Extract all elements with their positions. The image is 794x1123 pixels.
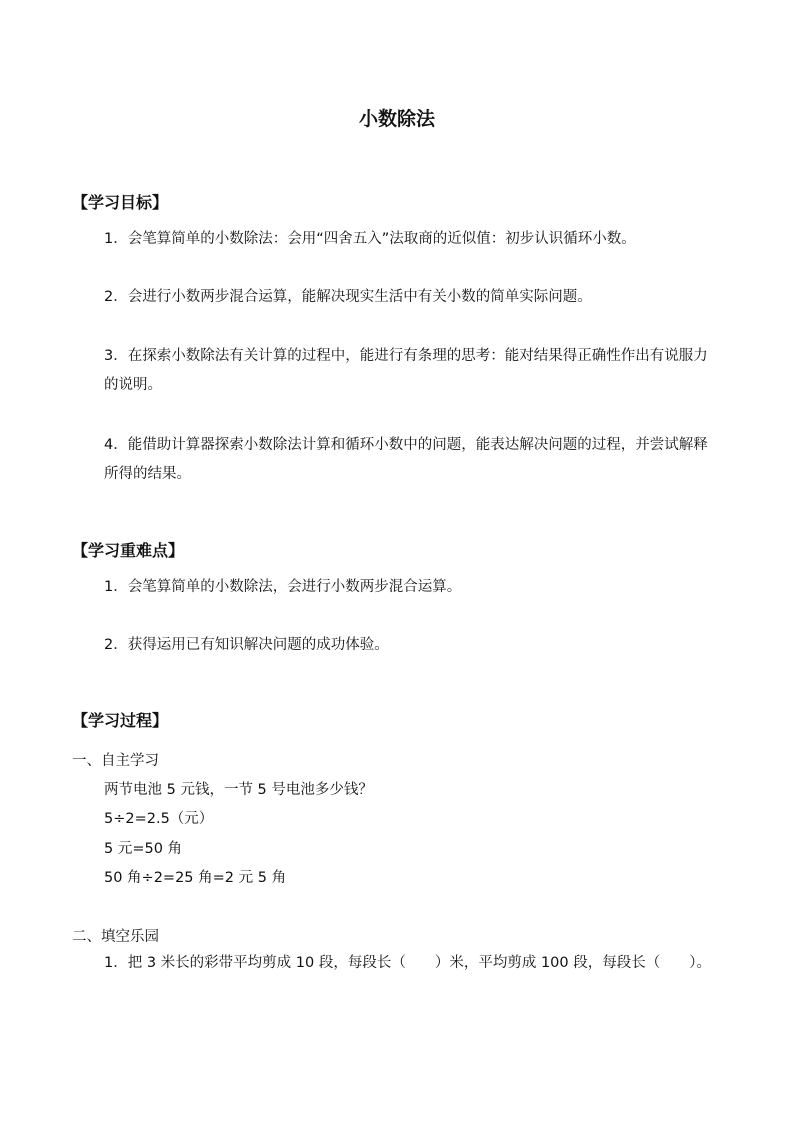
- page-title: 小数除法: [358, 108, 435, 130]
- section1-line-4: 50 角÷2=25 角=2 元 5 角: [104, 870, 287, 886]
- goal-item-4-text: 4．能借助计算器探索小数除法计算和循环小数中的问题，能表达解决问题的过程，并尝试解释所得的结果。: [104, 437, 708, 482]
- section1-title: 一、自主学习: [72, 753, 159, 769]
- section1-line-2: 5÷2=2.5（元）: [104, 811, 214, 827]
- goal-item-2-text: 2．会进行小数两步混合运算，能解决现实生活中有关小数的简单实际问题。: [104, 289, 592, 305]
- section2-title: 二、填空乐园: [72, 929, 159, 945]
- section1-line-1: 两节电池 5 元钱，一节 5 号电池多少钱？: [104, 782, 373, 798]
- section2-item-1-text: 1．把 3 米长的彩带平均剪成 10 段，每段长（ ）米，平均剪成 100 段，每段长（ ）。: [104, 955, 711, 971]
- goal-item-1: [72, 225, 722, 254]
- goal-item-3: [72, 342, 722, 400]
- goal-item-4: [72, 431, 722, 489]
- process-heading: 【学习过程】: [72, 711, 169, 730]
- keypoint-item-2-text: 2．获得运用已有知识解决问题的成功体验。: [104, 637, 389, 653]
- keypoint-item-2: [72, 631, 722, 660]
- keypoint-item-1-text: 1．会笔算简单的小数除法，会进行小数两步混合运算。: [104, 579, 462, 595]
- goals-heading: 【学习目标】: [72, 193, 169, 212]
- keypoints-heading: 【学习重难点】: [72, 541, 185, 560]
- goal-item-2: [72, 283, 722, 312]
- goal-item-1-text: 1．会笔算简单的小数除法：会用“四舍五入”法取商的近似值：初步认识循环小数。: [104, 231, 636, 247]
- section2-item-1: [72, 949, 722, 978]
- keypoint-item-1: [72, 573, 722, 602]
- goal-item-3-text: 3．在探索小数除法有关计算的过程中，能进行有条理的思考：能对结果得正确性作出有说服力的说明。: [104, 348, 708, 393]
- section1-line-3: 5 元=50 角: [104, 841, 183, 857]
